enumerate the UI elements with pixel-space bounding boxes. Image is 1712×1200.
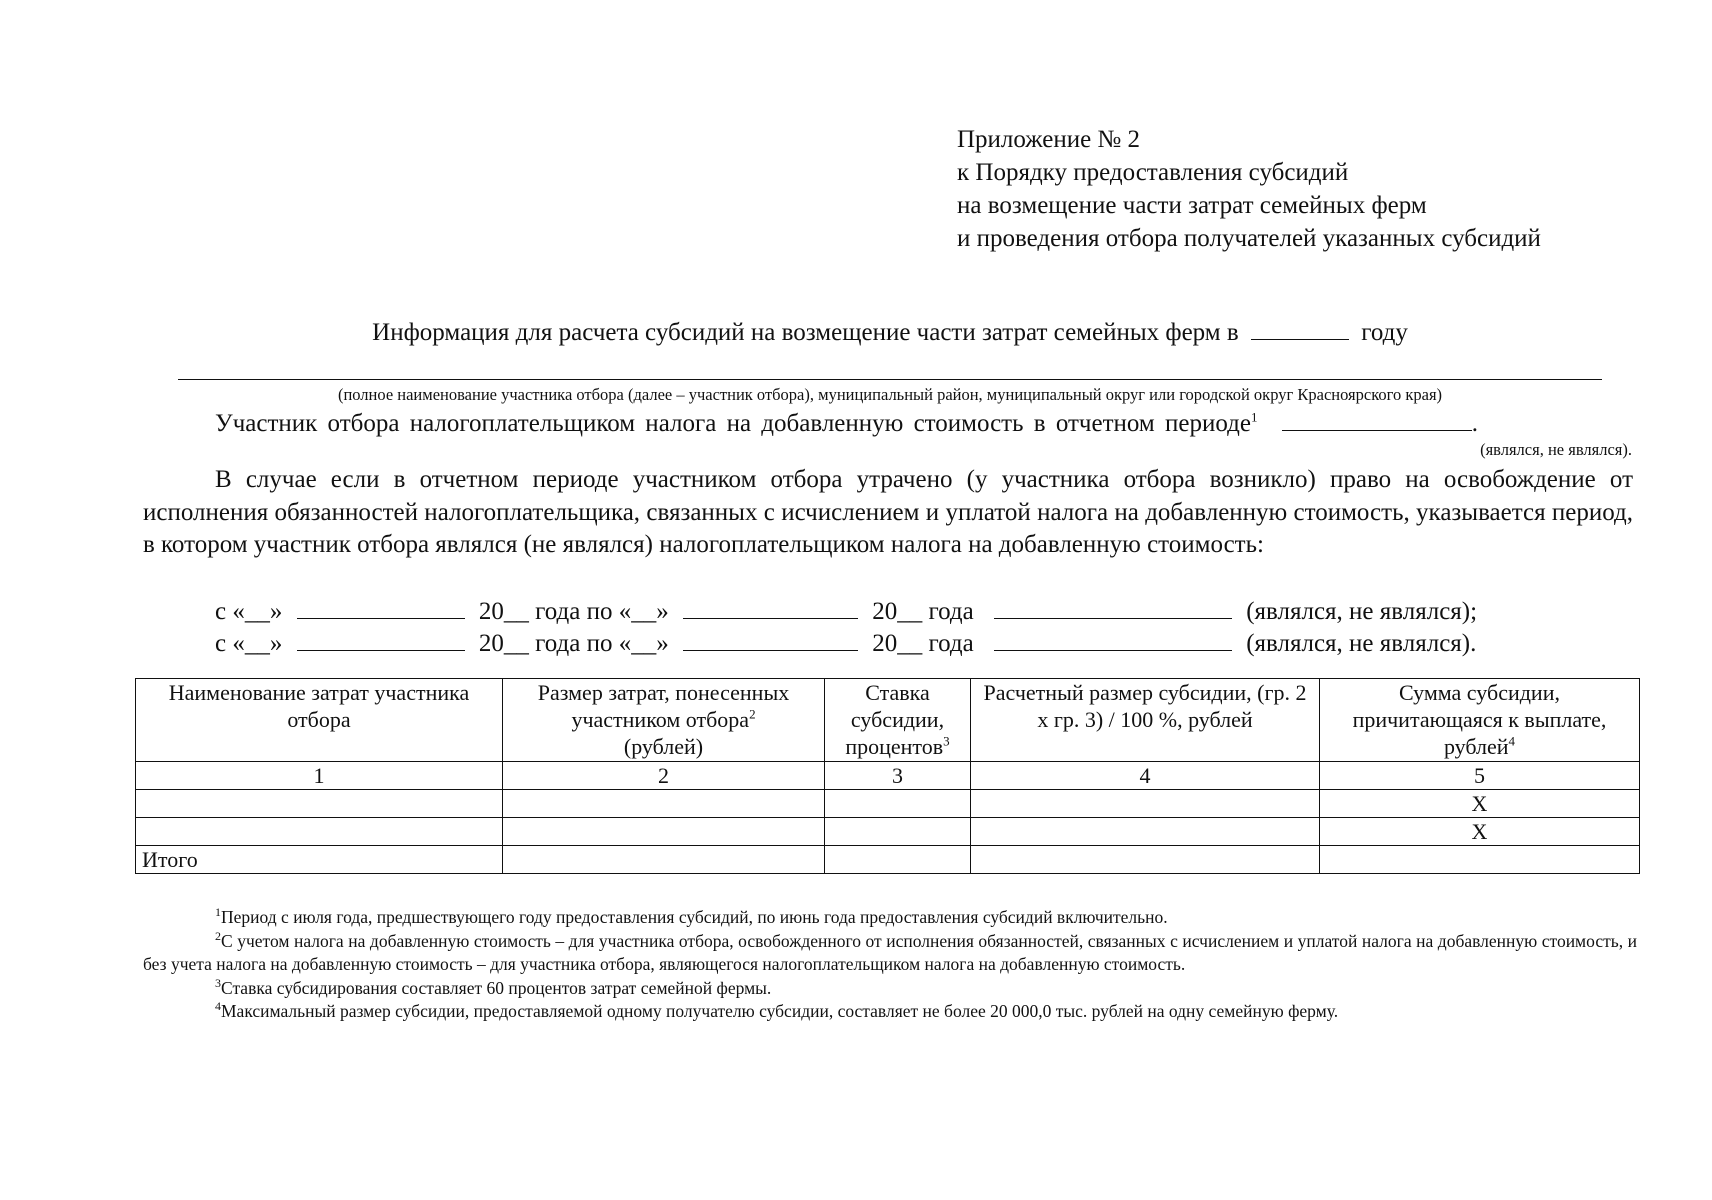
table-cell bbox=[136, 790, 503, 818]
period-year-from: 20__ года по «__» bbox=[478, 598, 669, 625]
period-status: (являлся, не являлся); bbox=[1246, 598, 1478, 625]
header-rate: Ставка субсидии, процентов$^3$ bbox=[825, 679, 971, 762]
period-year-to: 20__ года bbox=[872, 630, 974, 657]
table-cell bbox=[503, 846, 825, 874]
period-paragraph: В случае если в отчетном периоде участником отбора утрачено (у участника отбора возникло) право на освобождение от исполнения обязанностей налогоплательщика, связанных с исчислением и уплатой налога на добавленную стоимость, указывается период, в котором участник отбора являлся (не являлся) налогоплательщиком налога на добавленную стоимость: bbox=[143, 466, 1633, 558]
footnotes bbox=[143, 906, 1637, 1024]
document-title bbox=[150, 315, 1630, 350]
subsidy-table bbox=[135, 678, 1640, 874]
vat-status-end: . bbox=[1471, 410, 1478, 437]
month-blank bbox=[683, 626, 858, 651]
title-year-suffix: году bbox=[1361, 319, 1408, 346]
table-cell bbox=[503, 818, 825, 846]
participant-name-line bbox=[178, 379, 1602, 380]
participant-caption: (полное наименование участника отбора (далее – участник отбора), муниципальный район, муниципальный округ или городской округ Красноярского края) bbox=[337, 385, 1443, 404]
footnote: $^1$Период с июля года, предшествующего году предоставления субсидий, по июнь года предоставления субсидий включительно. bbox=[215, 905, 1168, 927]
table-cell bbox=[825, 818, 971, 846]
subsidy-table-wrapper bbox=[135, 678, 1640, 874]
year-blank bbox=[1251, 315, 1349, 340]
footnote: $^2$С учетом налога на добавленную стоимость – для участника отбора, освобожденного от исполнения обязанностей, связанных с исчислением и уплатой налога на добавленную стоимость, и без учета налога на добавленную стоимость – для участника отбора, являющегося налогоплательщиком налога на добавленную стоимость. bbox=[143, 928, 1637, 974]
footnote-ref: 1 bbox=[1250, 409, 1258, 425]
table-cell bbox=[971, 846, 1320, 874]
column-number: 2 bbox=[503, 762, 825, 790]
header-calculated: Расчетный размер субсидии, (гр. 2 x гр. 3) / 100 %, рублей bbox=[971, 679, 1320, 762]
footnote: $^4$Максимальный размер субсидии, предоставляемой одному получателю субсидии, составляет не более 20 000,0 тыс. рублей на одну семейную ферму. bbox=[215, 999, 1339, 1021]
title-text: Информация для расчета субсидий на возмещение части затрат семейных ферм в bbox=[372, 319, 1239, 346]
month-blank bbox=[297, 626, 465, 651]
month-blank bbox=[683, 594, 858, 619]
header-cost-amount: Размер затрат, понесенных участником отбора$^2$ (рублей) bbox=[503, 679, 825, 762]
status-blank bbox=[994, 594, 1232, 619]
column-number: 5 bbox=[1320, 762, 1640, 790]
table-cell bbox=[1320, 846, 1640, 874]
vat-status-line bbox=[215, 406, 1478, 441]
column-number-row bbox=[136, 762, 1640, 790]
vat-status-text: Участник отбора налогоплательщиком налога на добавленную стоимость в отчетном периоде bbox=[215, 410, 1251, 437]
table-cell bbox=[825, 846, 971, 874]
appendix-line: к Порядку предоставления субсидий bbox=[957, 159, 1349, 186]
period-from: с «__» bbox=[215, 630, 283, 657]
appendix-header bbox=[957, 123, 1541, 255]
table-cell: X bbox=[1320, 790, 1640, 818]
table-row bbox=[136, 790, 1640, 818]
status-blank bbox=[994, 626, 1232, 651]
period-status: (являлся, не являлся). bbox=[1246, 630, 1477, 657]
appendix-line: на возмещение части затрат семейных ферм bbox=[957, 192, 1427, 219]
header-payable: Сумма субсидии, причитающаяся к выплате, рублей$^4$ bbox=[1320, 679, 1640, 762]
appendix-line: Приложение № 2 bbox=[957, 126, 1141, 153]
table-header-row bbox=[136, 679, 1640, 762]
appendix-line: и проведения отбора получателей указанных субсидий bbox=[957, 225, 1541, 252]
table-cell bbox=[971, 818, 1320, 846]
table-cell bbox=[825, 790, 971, 818]
period-year-from: 20__ года по «__» bbox=[478, 630, 669, 657]
column-number: 1 bbox=[136, 762, 503, 790]
vat-status-caption: (являлся, не являлся). bbox=[1480, 440, 1632, 459]
table-cell bbox=[136, 818, 503, 846]
period-year-to: 20__ года bbox=[872, 598, 974, 625]
table-row bbox=[136, 818, 1640, 846]
table-cell bbox=[971, 790, 1320, 818]
month-blank bbox=[297, 594, 465, 619]
table-cell bbox=[503, 790, 825, 818]
period-from: с «__» bbox=[215, 598, 283, 625]
period-line bbox=[215, 626, 1476, 660]
column-number: 4 bbox=[971, 762, 1320, 790]
period-line bbox=[215, 594, 1477, 628]
total-label: Итого bbox=[136, 846, 503, 874]
table-total-row bbox=[136, 846, 1640, 874]
column-number: 3 bbox=[825, 762, 971, 790]
header-cost-name: Наименование затрат участника отбора bbox=[136, 679, 503, 762]
table-cell: X bbox=[1320, 818, 1640, 846]
vat-status-blank bbox=[1282, 406, 1472, 431]
footnote: $^3$Ставка субсидирования составляет 60 процентов затрат семейной фермы. bbox=[215, 975, 772, 998]
